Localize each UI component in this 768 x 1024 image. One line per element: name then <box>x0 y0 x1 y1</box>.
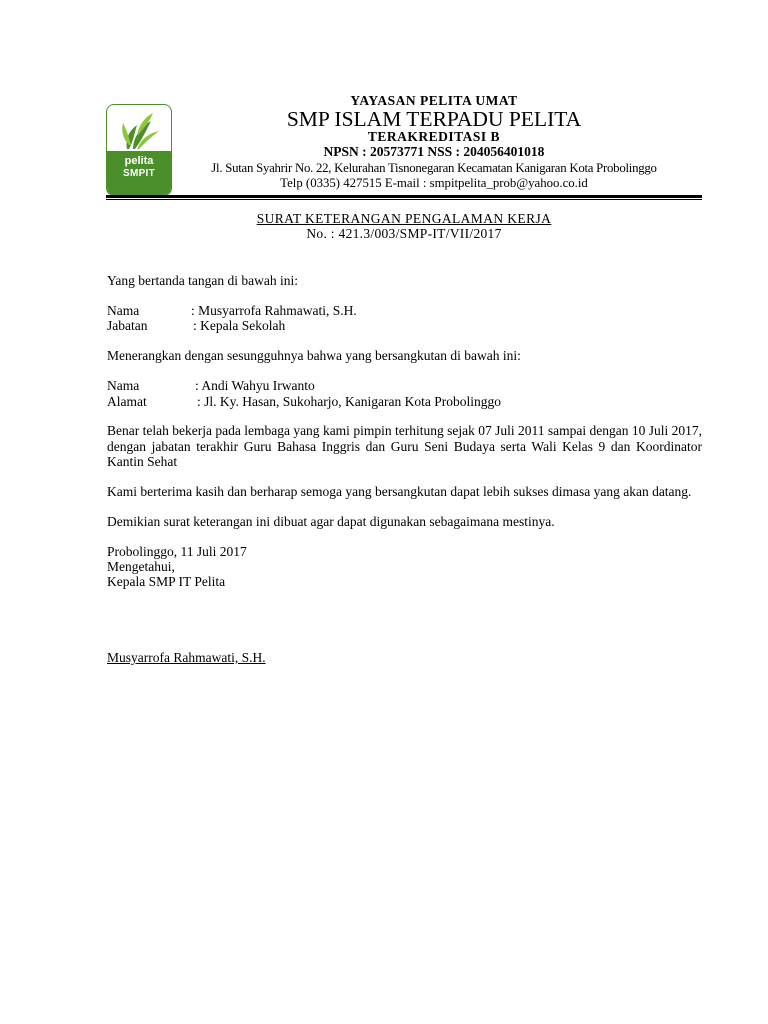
logo-word: pelita <box>124 155 154 167</box>
school-address: Jl. Sutan Syahrir No. 22, Kelurahan Tisnonegaran Kecamatan Kanigaran Kota Probolinggo <box>211 161 657 175</box>
signer-name-label: Nama <box>107 303 140 318</box>
letterhead-divider <box>106 195 702 198</box>
subject-name-value: : Andi Wahyu Irwanto <box>195 378 315 393</box>
leaf-icon <box>107 105 171 195</box>
subject-name-label: Nama <box>107 378 140 393</box>
school-ids: NPSN : 20573771 NSS : 204056401018 <box>323 144 545 159</box>
signer-position-value: : Kepala Sekolah <box>193 318 286 333</box>
closing-paragraph: Demikian surat keterangan ini dibuat agar dapat digunakan sebagaimana mestinya. <box>107 514 555 529</box>
signer-title: Kepala SMP IT Pelita <box>107 574 226 589</box>
letterhead-divider-thin <box>106 199 702 200</box>
letter-title: SURAT KETERANGAN PENGALAMAN KERJA <box>256 211 552 226</box>
acknowledged-label: Mengetahui, <box>107 559 175 574</box>
intro-text: Yang bertanda tangan di bawah ini: <box>107 273 298 288</box>
signer-name-value: : Musyarrofa Rahmawati, S.H. <box>191 303 357 318</box>
school-name: SMP ISLAM TERPADU PELITA <box>286 107 582 131</box>
foundation-name: YAYASAN PELITA UMAT <box>350 93 518 108</box>
place-date: Probolinggo, 11 Juli 2017 <box>107 544 247 559</box>
thanks-paragraph: Kami berterima kasih dan berharap semoga yang bersangkutan dapat lebih sukses dimasa yang akan datang. <box>107 484 692 499</box>
letter-number: No. : 421.3/003/SMP-IT/VII/2017 <box>306 226 502 241</box>
signer-position-label: Jabatan <box>107 318 148 333</box>
accreditation: TERAKREDITASI B <box>367 129 501 144</box>
statement-text: Menerangkan dengan sesungguhnya bahwa yang bersangkutan di bawah ini: <box>107 348 521 363</box>
subject-address-value: : Jl. Ky. Hasan, Sukoharjo, Kanigaran Kota Probolinggo <box>197 394 501 409</box>
signature-name: Musyarrofa Rahmawati, S.H. <box>107 650 266 665</box>
school-contact: Telp (0335) 427515 E-mail : smpitpelita_prob@yahoo.co.id <box>280 176 588 190</box>
logo-abbr: SMPIT <box>122 168 156 179</box>
school-logo <box>106 104 172 196</box>
subject-address-label: Alamat <box>107 394 147 409</box>
employment-paragraph: Benar telah bekerja pada lembaga yang kami pimpin terhitung sejak 07 Juli 2011 sampai dengan 10 Juli 2017, dengan jabatan terakhir Guru Bahasa Inggris dan Guru Seni Budaya serta Wali Kelas 9 dan Koordinator Kantin Sehat <box>107 423 702 469</box>
